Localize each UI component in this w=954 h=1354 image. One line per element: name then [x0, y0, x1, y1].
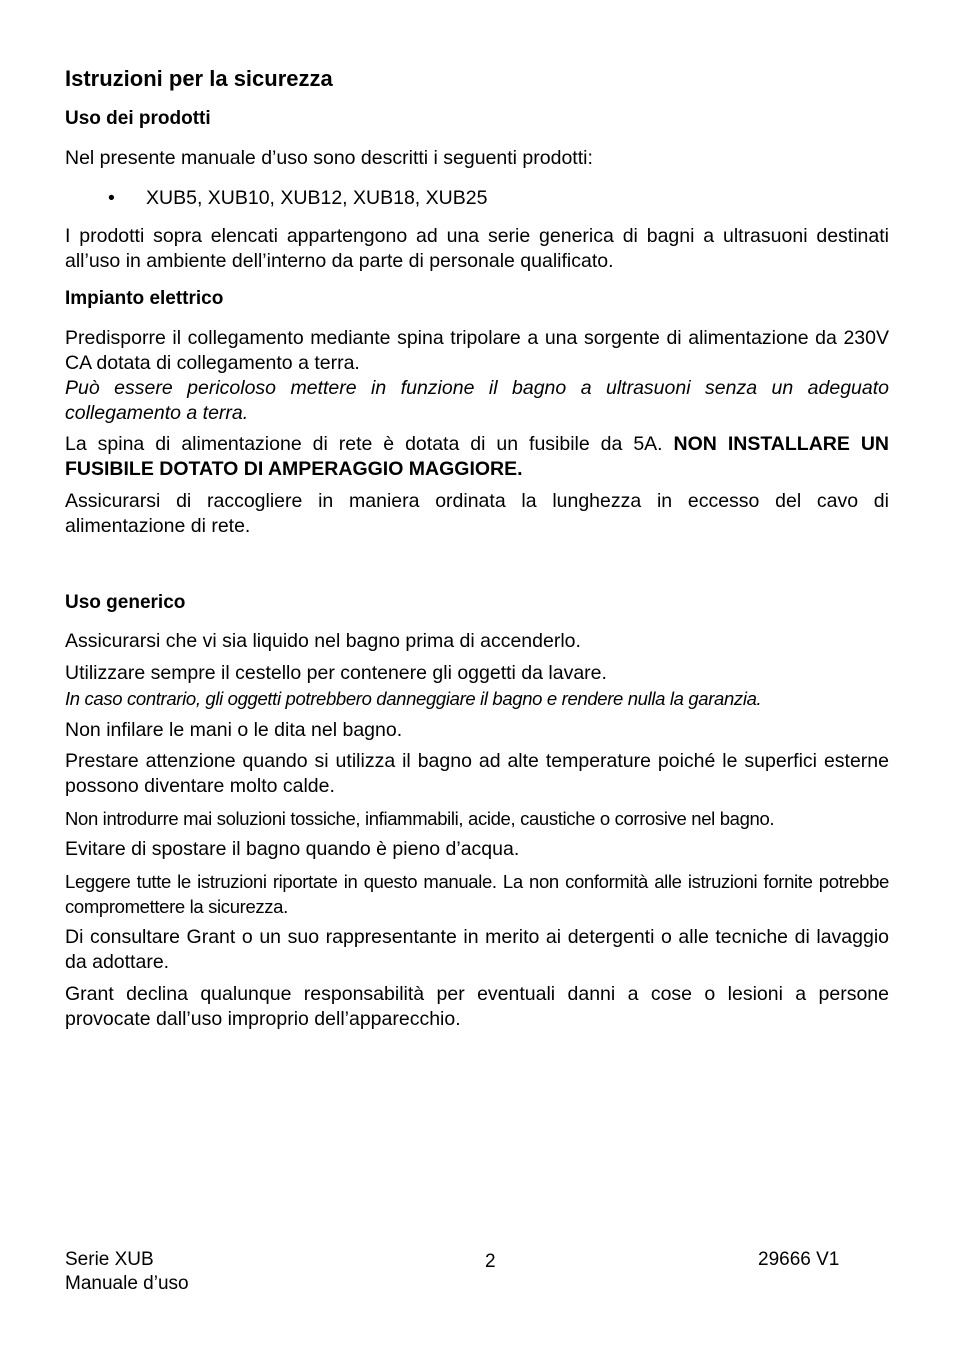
- basket-warning-italic: In caso contrario, gli oggetti potrebbero danneggiare il bagno e rendere nulla la garanzia.: [65, 688, 762, 709]
- footer-doc-code: 29666 V1: [758, 1249, 840, 1270]
- footer-left: [65, 1248, 189, 1296]
- electrical-warning-italic: Può essere pericoloso mettere in funzione il bagno a ultrasuoni senza un adeguato collegamento a terra.: [65, 377, 889, 424]
- general-paragraph-6: Evitare di spostare il bagno quando è pieno d’acqua.: [65, 838, 520, 860]
- section-heading-uso-prodotti: Uso dei prodotti: [65, 108, 211, 129]
- general-paragraph-8: Di consultare Grant o un suo rappresentante in merito ai detergenti o alle tecniche di lavaggio da adottare.: [65, 926, 889, 973]
- basket-text: Utilizzare sempre il cestello per contenere gli oggetti da lavare.: [65, 662, 607, 684]
- general-paragraph-9: Grant declina qualunque responsabilità per eventuali danni a cose o lesioni a persone provocate dall’uso improprio dell’apparecchio.: [65, 983, 889, 1030]
- products-description: I prodotti sopra elencati appartengono ad una serie generica di bagni a ultrasuoni destinati all’uso in ambiente dell’interno da parte di personale qualificato.: [65, 225, 889, 272]
- electrical-paragraph-1: [65, 326, 889, 426]
- product-list: XUB5, XUB10, XUB12, XUB18, XUB25: [146, 187, 488, 209]
- fuse-paragraph: [65, 432, 889, 482]
- footer-page-number: 2: [485, 1251, 496, 1272]
- general-paragraph-5: Non introdurre mai soluzioni tossiche, infiammabili, acide, caustiche o corrosive nel bagno.: [65, 808, 775, 829]
- general-paragraph-2: [65, 661, 889, 711]
- products-intro: Nel presente manuale d’uso sono descritti i seguenti prodotti:: [65, 147, 593, 169]
- fuse-warning-bold: NON INSTALLARE UN FUSIBILE DOTATO DI AMPERAGGIO MAGGIORE.: [65, 433, 889, 480]
- section-heading-uso-generico: Uso generico: [65, 592, 186, 613]
- general-paragraph-1: Assicurarsi che vi sia liquido nel bagno prima di accenderlo.: [65, 630, 581, 652]
- general-paragraph-4: Prestare attenzione quando si utilizza il bagno ad alte temperature poiché le superfici esterne possono diventare molto calde.: [65, 750, 889, 797]
- footer-manual: Manuale d’uso: [65, 1273, 189, 1294]
- bullet-icon: •: [108, 187, 115, 209]
- cable-paragraph: Assicurarsi di raccogliere in maniera ordinata la lunghezza in eccesso del cavo di alimentazione di rete.: [65, 490, 889, 537]
- page-title: Istruzioni per la sicurezza: [65, 66, 333, 91]
- section-heading-impianto: Impianto elettrico: [65, 288, 224, 309]
- general-paragraph-7: Leggere tutte le istruzioni riportate in questo manuale. La non conformità alle istruzioni fornite potrebbe compromettere la sicurezza.: [65, 871, 889, 917]
- fuse-text: La spina di alimentazione di rete è dotata di un fusibile da 5A.: [65, 433, 674, 455]
- footer-series: Serie XUB: [65, 1249, 154, 1270]
- electrical-ground-text: Predisporre il collegamento mediante spina tripolare a una sorgente di alimentazione da 230V CA dotata di collegamento a terra.: [65, 327, 889, 374]
- general-paragraph-3: Non infilare le mani o le dita nel bagno.: [65, 719, 403, 741]
